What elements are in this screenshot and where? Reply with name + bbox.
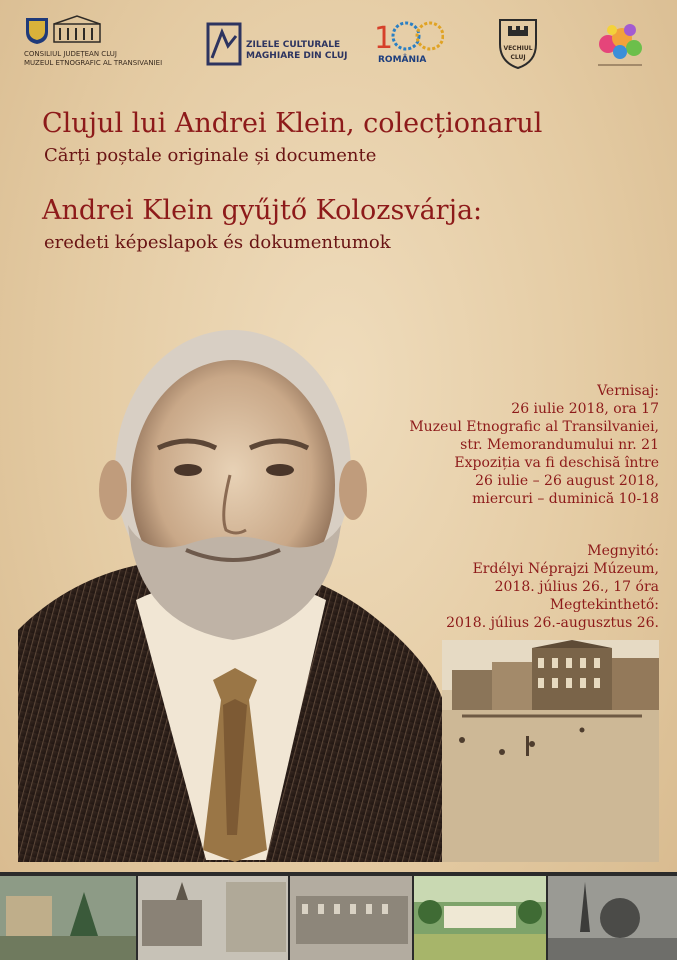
zilele-line-1: ZILELE CULTURALE <box>246 40 341 50</box>
info-ro-line: str. Memorandumului nr. 21 <box>460 437 659 453</box>
info-ro-line: miercuri – duminică 10-18 <box>472 491 659 507</box>
zilele-logo-text <box>246 40 348 62</box>
title-ro: Clujul lui Andrei Klein, colecționarul <box>42 108 543 139</box>
info-hu-line: Erdélyi Néprajzi Múzeum, <box>472 561 659 577</box>
museum-line-1: CONSILIUL JUDEȚEAN CLUJ <box>24 50 117 58</box>
postcard-1 <box>0 876 136 960</box>
postcard-3 <box>290 876 412 960</box>
info-ro-line: Muzeul Etnografic al Transilvaniei, <box>409 419 659 435</box>
subtitle-hu: eredeti képeslapok és dokumentumok <box>44 232 391 253</box>
info-hu-line: Megnyitó: <box>587 543 659 559</box>
street-postcard-image <box>442 640 659 862</box>
centenar-logo-text: ROMÂNIA <box>378 55 427 65</box>
vechiul-cluj-text: VECHIUL CLUJ <box>503 45 533 61</box>
info-hu <box>329 542 659 632</box>
postcard-5 <box>548 876 677 960</box>
svg-text:1: 1 <box>374 21 394 56</box>
info-hu-line: 2018. július 26., 17 óra <box>494 579 659 595</box>
museum-logo-text <box>24 50 162 68</box>
info-ro-line: Expoziția va fi deschisă între <box>454 455 659 471</box>
museum-line-2: MUZEUL ETNOGRAFIC AL TRANSIVANIEI <box>24 59 163 67</box>
info-hu-line: Megtekinthető: <box>549 597 659 613</box>
subtitle-ro: Cărți poștale originale și documente <box>44 145 377 166</box>
zilele-line-2: MAGHIARE DIN CLUJ <box>246 51 348 61</box>
postcard-4 <box>414 876 546 960</box>
info-ro-line: Vernisaj: <box>597 383 659 399</box>
title-hu: Andrei Klein gyűjtő Kolozsvárja: <box>42 195 483 226</box>
zilele-culturale-logo <box>204 18 244 68</box>
museum-logo <box>24 14 104 46</box>
info-hu-line: 2018. július 26.-augusztus 26. <box>446 615 659 631</box>
info-ro <box>329 382 659 508</box>
postcards-strip <box>0 872 677 960</box>
colorful-bubbles-logo <box>592 14 648 70</box>
postcard-2 <box>138 876 288 960</box>
logos-row <box>0 0 677 90</box>
info-ro-line: 26 iulie 2018, ora 17 <box>511 401 659 417</box>
info-ro-line: 26 iulie – 26 august 2018, <box>475 473 659 489</box>
centenar-logo <box>372 16 444 56</box>
